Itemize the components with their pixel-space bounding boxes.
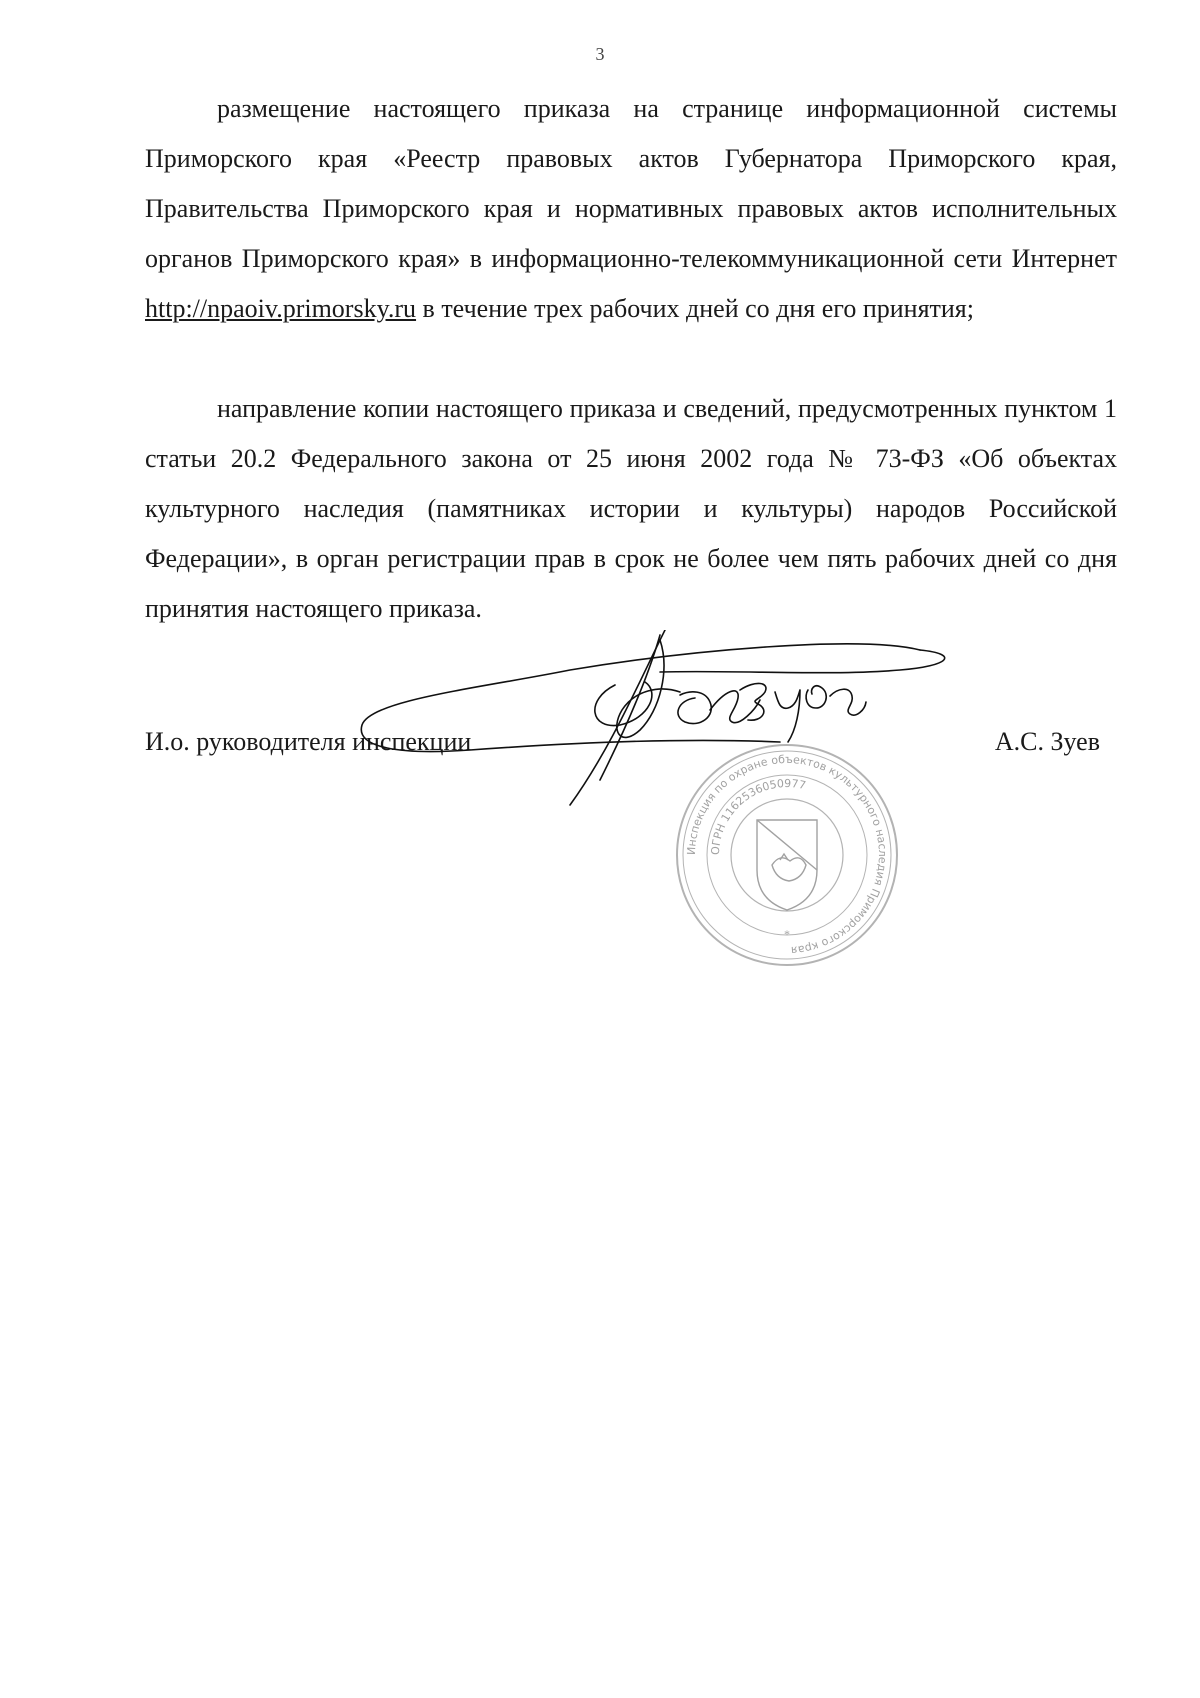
seal-star-icon: * [784,927,790,941]
page-number: 3 [595,44,605,64]
signatory-name: А.С. Зуев [994,727,1100,756]
signatory-position: И.о. руководителя инспекции [145,727,472,756]
paragraph-text: направление копии настоящего приказа и сведений, предусмотренных пунктом 1 статьи 20.2 Федерального закона от 25 июня 2002 года № 73-ФЗ «Об объектах культурного наследия (памятниках истории и культуры) народов Российской Федерации», в орган регистрации прав в срок не более чем пять рабочих дней со дня принятия настоящего приказа. [145,394,1117,623]
paragraph-registration [145,384,1117,634]
registry-link[interactable]: http://npaoiv.primorsky.ru [145,294,417,323]
paragraph-text-after-link: в течение трех рабочих дней со дня его принятия; [416,294,974,323]
seal-inner-textpath: ОГРН 1162536050977 [708,776,808,856]
paragraph-text-before-link: размещение настоящего приказа на странице информационной системы Приморского края «Реестр правовых актов Губернатора Приморского края, Правительства Приморского края и нормативных правовых актов исполнительных органов Приморского края» в информационно-телекоммуникационной сети Интернет [145,94,1117,273]
paragraph-publication [145,84,1117,334]
handwritten-signature [360,630,1020,840]
seal-outer-textpath: Инспекция по охране объектов культурного наследия Приморского края [684,752,890,957]
